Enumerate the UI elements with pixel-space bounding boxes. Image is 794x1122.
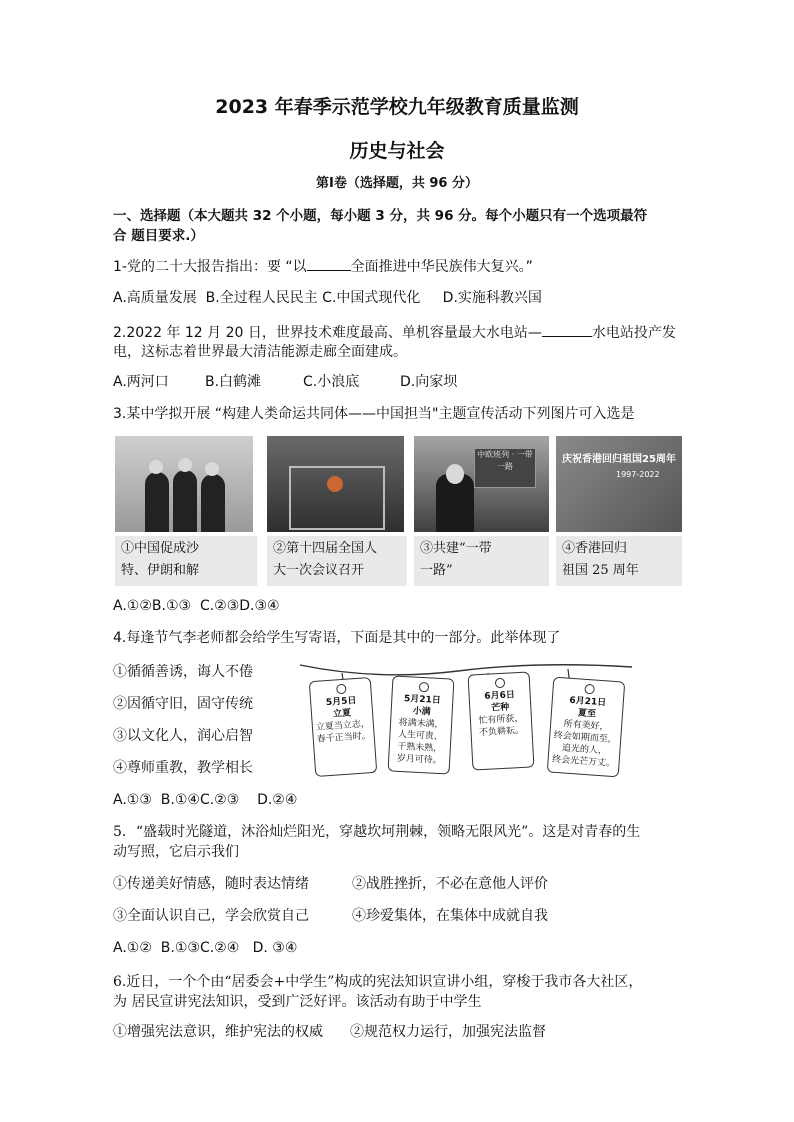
answer-blank [307,256,351,271]
question-6-item-1: ①增强宪法意识，维护宪法的权威 [113,1024,323,1040]
question-5-item-2: ②战胜挫折，不必在意他人评价 [352,876,548,892]
question-3-stem: 3.某中学拟开展 “构建人类命运共同体——中国担当"主题宣传活动下列图片可入选是 [113,406,635,422]
tag-line: 干熟未熟， [397,741,443,755]
question-4-options: A.①③ B.①④C.②③ D.②④ [113,792,298,808]
tag-date: 5月5日 [325,696,357,709]
caption-line: ③共建“一带 [420,541,492,556]
tag-line: 将满未满， [398,717,444,731]
tag-date: 6月6日 [484,690,516,702]
tag-line: 春千正当时。 [316,731,372,745]
tag-term: 小满 [412,706,431,718]
question-1-stem [113,256,533,277]
caption-line: 大一次会议召开 [273,563,365,578]
question-5-stem-line-2: 动写照，它启示我们 [113,844,239,860]
tag-line: 所有美好， [563,719,609,733]
caption-line: ④香港回归 [562,541,628,556]
photo-hong-kong-anniversary [556,436,682,532]
question-1-stem-b: 全面推进中华民族伟大复兴。” [350,259,533,275]
question-2-stem-b: 水电站投产发 [591,325,676,341]
exam-title: 2023 年春季示范学校九年级教育质量监测 [215,96,579,118]
tag-2 [388,675,455,774]
question-3-photo-strip [115,436,682,586]
photo-diplomats [115,436,253,532]
question-2-option-d: D.向家坝 [400,374,458,390]
question-6-stem-line-1: 6.近日，一个个由“居委会+中学生”构成的宪法知识宣讲小组，穿梭于我市各大社区， [113,974,643,990]
tag-term: 立夏 [332,708,352,720]
question-1-options: A.高质量发展 B.全过程人民民主 C.中国式现代化 D.实施科教兴国 [113,290,542,306]
tag-1 [309,677,378,777]
photo-hk-years: 1997-2022 [616,470,660,479]
question-2-option-c: C.小浪底 [303,374,360,390]
tag-term: 芒种 [491,702,510,714]
question-5-stem-line-1: 5．“盛载时光隧道，沐浴灿烂阳光，穿越坎坷荆棘，领略无限风光”。这是对青春的生 [113,824,641,840]
question-5-item-3: ③全面认识自己，学会欣赏自己 [113,908,309,924]
photo-sign: 中欧班列 · 一带一路 [474,448,536,488]
tag-line: 立夏当立志， [315,719,371,733]
exam-subject: 历史与社会 [349,140,445,162]
caption-line: ①中国促成沙 [121,541,200,556]
question-1-stem-a: 1-党的二十大报告指出：要 “以 [113,259,307,275]
question-6-item-2: ②规范权力运行，加强宪法监督 [350,1024,546,1040]
question-3-options: A.①②B.①③ C.②③D.③④ [113,598,280,614]
caption-line: 一路” [420,563,453,578]
question-6-stem-line-2: 为 居民宣讲宪法知识，受到广泛好评。该活动有助于中学生 [113,994,482,1010]
photo-caption-3 [414,536,549,586]
photo-caption-2 [267,536,407,586]
question-4-item-1: ①循循善诱，诲人不倦 [113,664,253,680]
caption-line: ②第十四届全国人 [273,541,378,556]
question-5-item-1: ①传递美好情感，随时表达情绪 [113,876,309,892]
photo-congress-hall [267,436,404,532]
tag-date: 6月21日 [569,695,607,709]
question-2-option-a: A.两河口 [113,374,169,390]
tag-4 [547,677,626,778]
question-2-stem-line-2: 电，这标志着世界最大清洁能源走廊全面建成。 [113,344,407,360]
question-2-stem-line-1 [113,322,676,343]
instructions-line-2: 合 题目要求.） [113,228,204,244]
tag-line: 岁月可待。 [396,753,442,767]
question-2-stem-a: 2.2022 年 12 月 20 日，世界技术难度最高、单机容量最大水电站— [113,325,542,341]
answer-blank [542,322,592,337]
tag-line: 人生可贵， [397,729,444,743]
tag-line: 终会如期而至， [553,730,618,746]
tag-line: 不负耕耘。 [478,725,525,739]
tag-line: 追光的人， [561,743,608,757]
instructions-line-1: 一、选择题（本大题共 32 个小题，每小题 3 分，共 96 分。每个小题只有一个选项最符 [113,208,648,224]
tag-term: 夏至 [577,708,597,720]
tag-date: 5月21日 [403,694,441,706]
photo-belt-and-road [414,436,549,532]
caption-line: 祖国 25 周年 [562,563,639,578]
photo-caption-1 [115,536,257,586]
tag-3 [468,671,535,770]
tag-line: 忙有所获， [478,713,524,727]
question-2-option-b: B.白鹤滩 [205,374,262,390]
caption-line: 特、伊朗和解 [121,563,200,578]
tag-line: 终会光芒万丈。 [551,754,616,770]
question-4-stem: 4.每逢节气李老师都会给学生写寄语，下面是其中的一部分。此举体现了 [113,630,561,646]
question-4-item-2: ②因循守旧，固守传统 [113,696,253,712]
photo-caption-4 [556,536,682,586]
question-5-item-4: ④珍爱集体，在集体中成就自我 [352,908,548,924]
photo-hk-title: 庆祝香港回归祖国25周年 [562,454,676,465]
question-4-item-4: ④尊师重教，教学相长 [113,760,253,776]
solar-term-tags-illustration [298,647,634,779]
section-heading: 第Ⅰ卷（选择题，共 96 分） [316,176,478,191]
question-4-item-3: ③以文化人，润心启智 [113,728,253,744]
question-5-options: A.①② B.①③C.②④ D. ③④ [113,940,298,956]
